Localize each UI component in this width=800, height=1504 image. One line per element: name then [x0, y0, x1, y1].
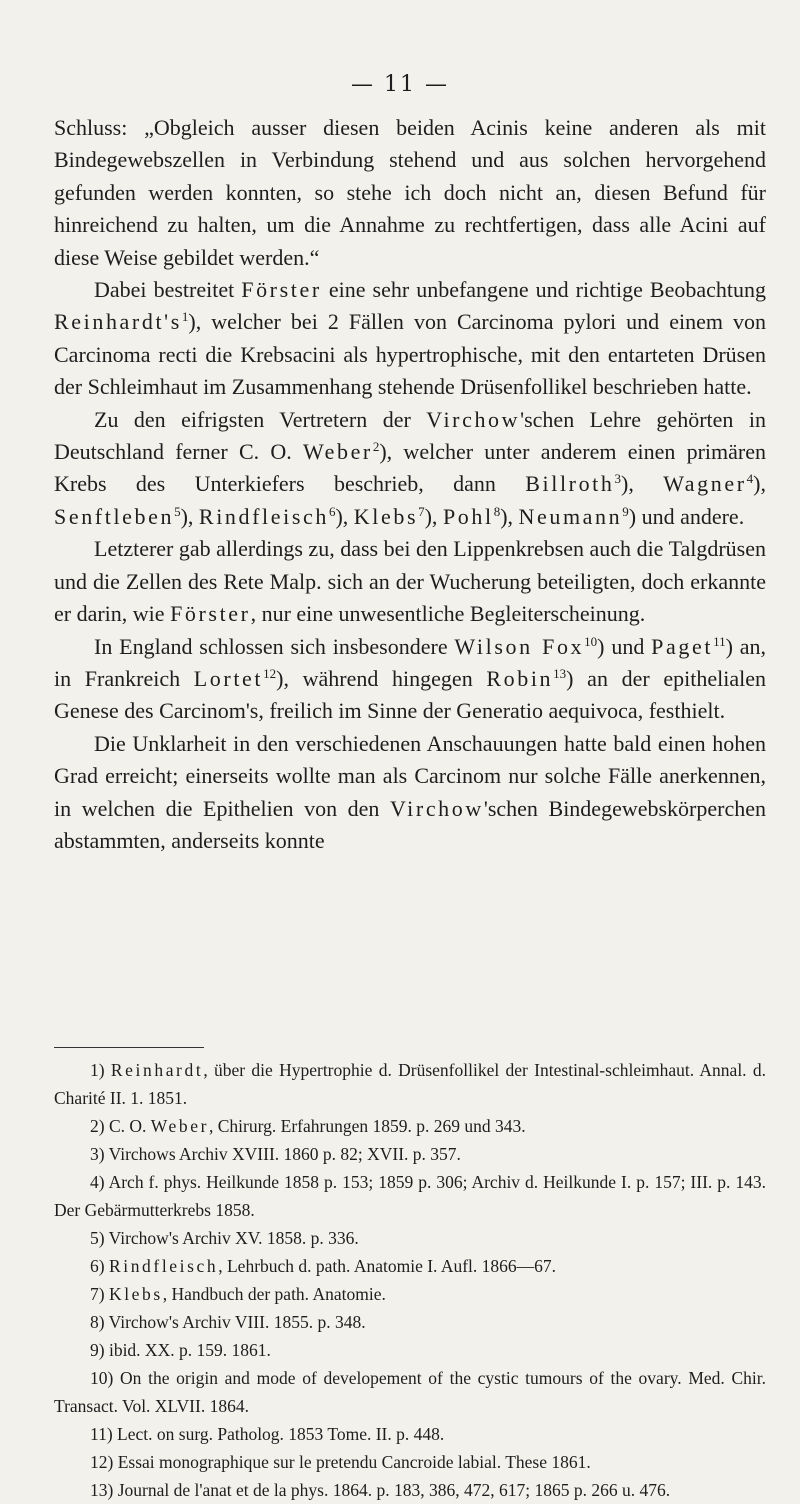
text-run: eine sehr unbefangene und richtige Beobachtung	[321, 277, 766, 303]
footnotes	[54, 1056, 766, 1504]
text-run: ), welcher unter anderem einen primären Krebs des Unterkiefers beschrieb, dann	[54, 439, 766, 497]
footnote	[54, 1252, 766, 1280]
footnote	[54, 1224, 766, 1252]
text-run: 13) Journal de l'anat et de la phys. 1864. p. 183, 386, 472, 617; 1865 p. 266 u. 476.	[90, 1480, 671, 1500]
footnote	[54, 1168, 766, 1224]
text-run: ) an, in Frankreich	[54, 633, 767, 691]
text-run: 11) Lect. on surg. Patholog. 1853 Tome. II. p. 448.	[90, 1424, 445, 1444]
spaced-name: Förster	[241, 277, 322, 303]
spaced-name: Reinhardt's	[54, 309, 182, 335]
footnote-ref: 1	[181, 309, 189, 325]
paragraph	[54, 274, 766, 404]
text-run: ),	[621, 471, 664, 497]
spaced-name: Wagner	[663, 471, 747, 497]
text-run: Die Unklarheit in den verschiedenen Anschauungen hatte bald einen hohen Grad erreicht; einerseits wollte man als Carcinom nur solche Fälle anerkennen, in welchen die Epithelien von den	[54, 730, 766, 821]
footnote	[54, 1280, 766, 1308]
footnote-ref: 12	[263, 665, 277, 681]
spaced-name: Rindfleisch	[198, 503, 329, 529]
text-run: ), welcher bei 2 Fällen von Carcinoma pylori und einem von Carcinoma recti die Krebsacini als hypertrophische, mit den entarteten Drüsen der Schleimhaut im Zusammenhang stehende Drüsenfollikel beschrieben hatte.	[54, 309, 766, 400]
paragraph	[54, 533, 766, 630]
text-run: Letzterer gab allerdings zu, dass bei den Lippenkrebsen auch die Talgdrüsen und die Zellen des Rete Malp. sich an der Wucherung beteiligten, doch erkannte er darin, wie	[54, 536, 766, 627]
footnote-separator	[54, 1047, 204, 1048]
main-text	[54, 112, 766, 857]
footnote	[54, 1420, 766, 1448]
text-run: Dabei bestreitet	[94, 277, 242, 303]
footnote	[54, 1112, 766, 1140]
spaced-name: Virchow	[390, 795, 484, 821]
footnote-ref: 9	[622, 503, 629, 519]
spaced-name: Weber	[303, 439, 373, 465]
footnote-ref: 13	[553, 665, 567, 681]
text-run: , über die Hypertrophie d. Drüsenfollikel der Intestinal-schleimhaut. Annal. d. Charité II. 1. 1851.	[54, 1060, 766, 1108]
spaced-name: Reinhardt	[110, 1060, 204, 1080]
spaced-name: Rindfleisch	[108, 1256, 219, 1276]
footnote	[54, 1308, 766, 1336]
footnote-ref: 4	[746, 471, 754, 487]
paragraph	[54, 112, 766, 274]
footnote	[54, 1056, 766, 1112]
footnote	[54, 1336, 766, 1364]
text-run: 8) Virchow's Archiv VIII. 1855. p. 348.	[90, 1312, 366, 1332]
text-run: 9) ibid. XX. p. 159. 1861.	[90, 1340, 271, 1360]
text-run: 3) Virchows Archiv XVIII. 1860 p. 82; XVII. p. 357.	[90, 1144, 461, 1164]
spaced-name: Klebs	[353, 503, 419, 529]
text-run: 1)	[90, 1060, 111, 1080]
paragraph	[54, 404, 766, 534]
spaced-name: Virchow	[426, 406, 521, 432]
footnote-ref: 6	[328, 503, 336, 519]
text-run: Schluss: „Obgleich ausser diesen beiden Acinis keine anderen als mit Bindegewebszellen in Verbindung stehend und aus solchen hervorgehend gefunden werden konnten, so stehe ich doch nicht an, diesen Befund für hinreichend zu halten, um die Annahme zu rechtfertigen, dass alle Acini auf diese Weise gebildet werden.“	[54, 115, 766, 270]
spaced-name: Förster	[170, 601, 251, 627]
text-run: ),	[500, 503, 519, 529]
spaced-name: Robin	[486, 665, 554, 691]
spaced-name: Lortet	[193, 665, 264, 691]
text-run: 4) Arch f. phys. Heilkunde 1858 p. 153; 1859 p. 306; Archiv d. Heilkunde I. p. 157; III. p. 143. Der Gebärmutterkrebs 1858.	[54, 1172, 766, 1220]
text-run: ) an der epithelialen Genese des Carcinom's, freilich im Sinne der Generatio aequivoca, festhielt.	[54, 665, 767, 724]
paragraph	[54, 631, 766, 728]
text-run: ) und	[597, 633, 652, 659]
spaced-name: Neumann	[518, 503, 623, 529]
page-number: — 11 —	[351, 72, 449, 97]
text-run: ),	[424, 503, 443, 529]
footnote	[54, 1140, 766, 1168]
text-run: ),	[335, 503, 354, 529]
text-run: , Handbuch der path. Anatomie.	[162, 1284, 386, 1304]
footnote-ref: 8	[493, 503, 501, 519]
text-run: 7)	[90, 1284, 109, 1304]
text-run: In England schlossen sich insbesondere	[94, 633, 455, 659]
text-run: 6)	[90, 1256, 109, 1276]
paragraph	[54, 728, 766, 858]
text-run: 'schen Lehre gehörten in Deutschland ferner C. O.	[54, 406, 766, 465]
text-run: , Lehrbuch d. path. Anatomie I. Aufl. 1866—67.	[218, 1256, 557, 1276]
text-run: 10) On the origin and mode of developement of the cystic tumours of the ovary. Med. Chir. Transact. Vol. XLVII. 1864.	[54, 1368, 766, 1416]
footnote-ref: 5	[174, 503, 181, 519]
footnote-ref: 11	[713, 633, 726, 649]
text-run: 'schen Bindegewebskörperchen abstammten, anderseits konnte	[54, 795, 766, 853]
footnote-ref: 3	[614, 471, 621, 487]
spaced-name: Wilson Fox	[454, 633, 585, 659]
text-run: ),	[180, 503, 199, 529]
spaced-name: Weber	[150, 1116, 209, 1136]
text-run: 5) Virchow's Archiv XV. 1858. p. 336.	[90, 1228, 359, 1248]
footnote	[54, 1364, 766, 1420]
spaced-name: Billroth	[525, 471, 615, 497]
spaced-name: Pohl	[442, 503, 494, 529]
spaced-name: Klebs	[108, 1284, 163, 1304]
footnote-ref: 10	[584, 633, 598, 649]
text-run: , Chirurg. Erfahrungen 1859. p. 269 und 343.	[209, 1116, 526, 1136]
text-run: Zu den eifrigsten Vertretern der	[94, 406, 427, 432]
text-run: ) und andere.	[628, 503, 745, 529]
spaced-name: Paget	[651, 633, 714, 659]
text-run: ), während hingegen	[276, 665, 487, 691]
text-run: ),	[753, 471, 766, 497]
text-run: 12) Essai monographique sur le pretendu Cancroide labial. These 1861.	[90, 1452, 591, 1472]
text-run: 2) C. O.	[90, 1116, 151, 1136]
text-run: , nur eine unwesentliche Begleiterscheinung.	[250, 601, 646, 627]
footnote	[54, 1448, 766, 1476]
footnote-ref: 2	[372, 439, 380, 455]
footnote	[54, 1476, 766, 1504]
spaced-name: Senftleben	[54, 503, 175, 529]
footnote-ref: 7	[418, 503, 425, 519]
